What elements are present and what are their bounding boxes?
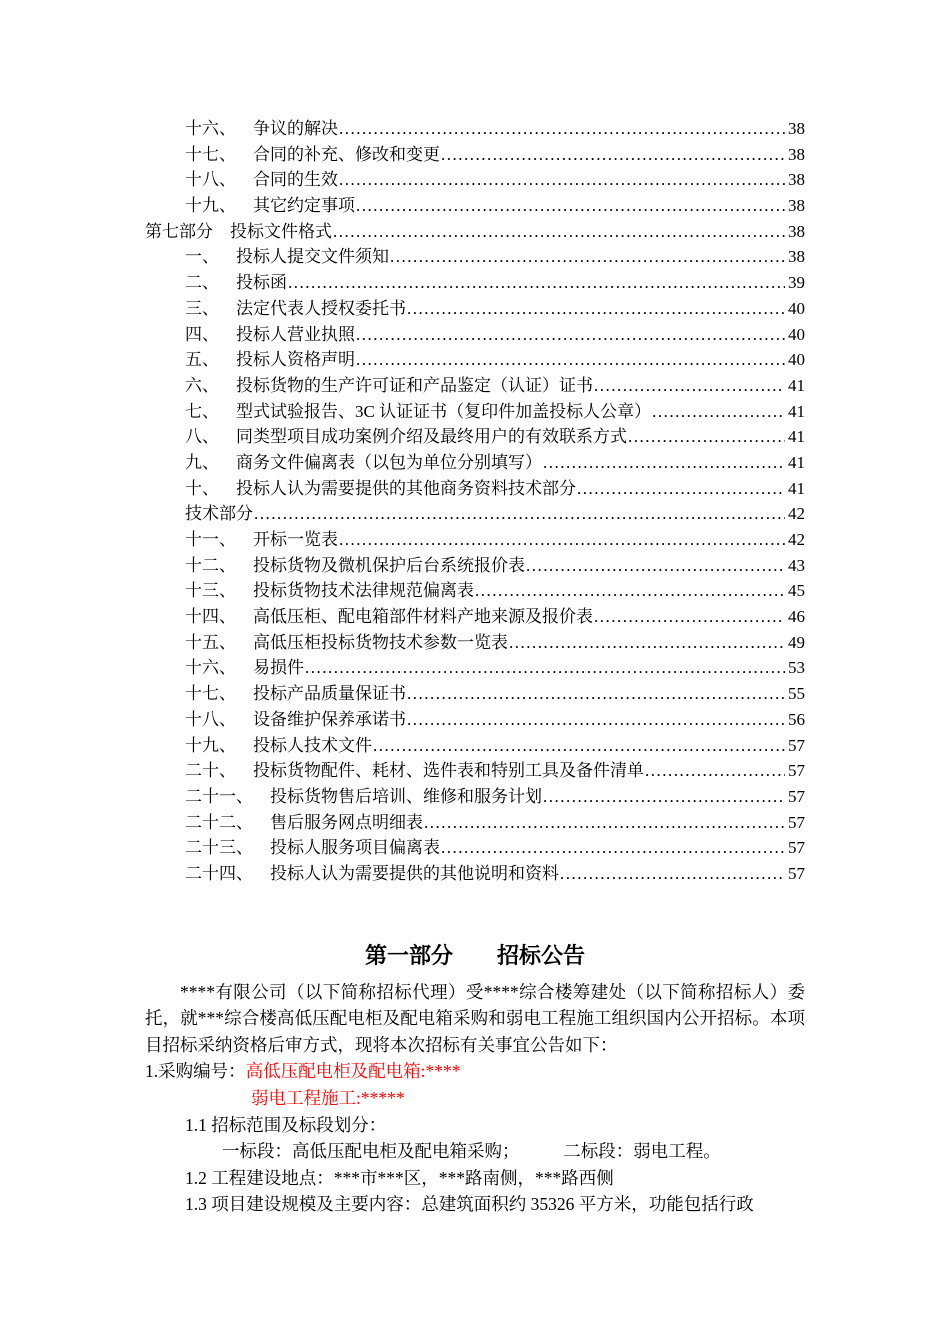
toc-entry-page-number: 40 xyxy=(788,350,805,370)
toc-entry-title: 投标函 xyxy=(236,273,287,293)
toc-entry-number: 十三、 xyxy=(185,581,236,601)
toc-entry-number: 七、 xyxy=(185,401,219,421)
toc-dot-leader xyxy=(543,784,785,810)
toc-entry-title: 合同的生效 xyxy=(253,170,338,190)
toc-entry-number: 十九、 xyxy=(185,196,236,216)
procurement-number-line xyxy=(145,1058,805,1085)
toc-entry[interactable] xyxy=(145,347,805,373)
toc-entry[interactable] xyxy=(145,578,805,604)
procurement-number-line-2 xyxy=(145,1085,805,1112)
toc-entry-title: 高低压柜、配电箱部件材料产地来源及报价表 xyxy=(253,607,593,627)
toc-entry-page-number: 57 xyxy=(788,761,805,781)
toc-entry-title: 易损件 xyxy=(253,658,304,678)
sections-line: 一标段：高低压配电柜及配电箱采购； 二标段：弱电工程。 xyxy=(222,1141,721,1162)
toc-entry-title: 投标人认为需要提供的其他商务资料技术部分 xyxy=(236,478,576,498)
announcement-body xyxy=(145,979,805,1218)
toc-entry[interactable] xyxy=(145,501,805,527)
toc-entry-number: 三、 xyxy=(185,298,219,318)
toc-dot-leader xyxy=(305,655,785,681)
toc-dot-leader xyxy=(645,758,785,784)
toc-entry[interactable] xyxy=(145,784,805,810)
toc-entry-number: 六、 xyxy=(185,375,219,395)
toc-entry-page-number: 45 xyxy=(788,581,805,601)
toc-entry-page-number: 57 xyxy=(788,812,805,832)
toc-entry-page-number: 41 xyxy=(788,427,805,447)
toc-entry-number: 二十一、 xyxy=(185,786,253,806)
toc-entry-page-number: 40 xyxy=(788,324,805,344)
toc-dot-leader xyxy=(373,733,785,759)
toc-entry[interactable] xyxy=(145,116,805,142)
toc-entry-page-number: 57 xyxy=(788,735,805,755)
toc-entry-page-number: 57 xyxy=(788,786,805,806)
toc-entry-page-number: 42 xyxy=(788,504,805,524)
location-line: 1.2 工程建设地点：***市***区，***路南侧，***路西侧 xyxy=(185,1167,614,1188)
toc-entry-title: 同类型项目成功案例介绍及最终用户的有效联系方式 xyxy=(236,427,627,447)
toc-entry-page-number: 57 xyxy=(788,863,805,883)
toc-entry-number: 二十四、 xyxy=(185,863,253,883)
toc-dot-leader xyxy=(441,835,785,861)
toc-entry-number: 十二、 xyxy=(185,555,236,575)
toc-entry-title: 商务文件偏离表（以包为单位分别填写） xyxy=(236,452,542,472)
toc-entry-number: 二十三、 xyxy=(185,838,253,858)
toc-entry-page-number: 38 xyxy=(788,196,805,216)
toc-dot-leader xyxy=(339,116,785,142)
toc-entry-title: 投标货物配件、耗材、选件表和特别工具及备件清单 xyxy=(253,761,644,781)
toc-entry[interactable] xyxy=(145,373,805,399)
toc-dot-leader xyxy=(509,630,785,656)
toc-dot-leader xyxy=(407,707,785,733)
toc-entry-number: 第七部分 xyxy=(145,221,213,241)
toc-entry-title: 投标人提交文件须知 xyxy=(236,247,389,267)
toc-entry-title: 投标人认为需要提供的其他说明和资料 xyxy=(270,863,559,883)
toc-entry-page-number: 57 xyxy=(788,838,805,858)
toc-entry[interactable] xyxy=(145,476,805,502)
toc-entry[interactable] xyxy=(145,450,805,476)
toc-entry[interactable] xyxy=(145,424,805,450)
toc-entry[interactable] xyxy=(145,861,805,887)
toc-entry-number: 十七、 xyxy=(185,144,236,164)
toc-entry-number: 四、 xyxy=(185,324,219,344)
toc-entry[interactable] xyxy=(145,142,805,168)
toc-dot-leader xyxy=(441,142,785,168)
toc-entry[interactable] xyxy=(145,810,805,836)
toc-dot-leader xyxy=(594,604,785,630)
toc-dot-leader xyxy=(288,270,785,296)
toc-dot-leader xyxy=(543,450,785,476)
toc-entry-page-number: 38 xyxy=(788,247,805,267)
toc-entry-page-number: 46 xyxy=(788,607,805,627)
toc-dot-leader xyxy=(339,167,785,193)
toc-dot-leader xyxy=(577,476,785,502)
toc-entry[interactable] xyxy=(145,270,805,296)
toc-entry-title: 合同的补充、修改和变更 xyxy=(253,144,440,164)
intro-paragraph: ****有限公司（以下简称招标代理）受****综合楼筹建处（以下简称招标人）委托，就***综合楼高低压配电柜及配电箱采购和弱电工程施工组织国内公开招标。本项目招标采纳资格后审方式，现将本次招标有关事宜公告如下： xyxy=(145,981,805,1055)
toc-entry[interactable] xyxy=(145,296,805,322)
toc-entry-number: 十五、 xyxy=(185,632,236,652)
toc-entry[interactable] xyxy=(145,527,805,553)
toc-entry-page-number: 55 xyxy=(788,684,805,704)
toc-entry-number: 五、 xyxy=(185,350,219,370)
toc-entry-title: 投标货物及微机保护后台系统报价表 xyxy=(253,555,525,575)
toc-entry-page-number: 56 xyxy=(788,709,805,729)
toc-entry-page-number: 40 xyxy=(788,298,805,318)
toc-entry[interactable] xyxy=(145,835,805,861)
toc-entry-title: 投标人资格声明 xyxy=(236,350,355,370)
toc-entry-number: 十六、 xyxy=(185,658,236,678)
toc-dot-leader xyxy=(333,219,785,245)
toc-entry-page-number: 41 xyxy=(788,375,805,395)
toc-entry[interactable] xyxy=(145,681,805,707)
toc-entry-number: 十八、 xyxy=(185,170,236,190)
toc-entry-number: 二十二、 xyxy=(185,812,253,832)
toc-entry-title: 投标货物技术法律规范偏离表 xyxy=(253,581,474,601)
toc-entry-title: 投标文件格式 xyxy=(230,221,332,241)
toc-entry-title: 投标人技术文件 xyxy=(253,735,372,755)
toc-entry-number: 十一、 xyxy=(185,530,236,549)
toc-entry-page-number: 38 xyxy=(788,221,805,241)
section-heading: 第一部分 招标公告 xyxy=(364,942,585,968)
toc-dot-leader xyxy=(407,296,785,322)
toc-entry-title: 开标一览表 xyxy=(253,530,338,549)
toc-entry[interactable] xyxy=(145,244,805,270)
toc-entry-title: 法定代表人授权委托书 xyxy=(236,298,406,318)
toc-entry-number: 十九、 xyxy=(185,735,236,755)
toc-dot-leader xyxy=(254,501,785,527)
toc-entry-number: 十七、 xyxy=(185,684,236,704)
toc-entry-page-number: 42 xyxy=(788,530,805,549)
toc-dot-leader xyxy=(652,399,785,425)
toc-dot-leader xyxy=(356,347,785,373)
toc-entry[interactable] xyxy=(145,733,805,759)
toc-dot-leader xyxy=(407,681,785,707)
toc-entry-number: 一、 xyxy=(185,247,219,267)
table-of-contents xyxy=(145,116,805,887)
toc-entry-number: 九、 xyxy=(185,452,219,472)
toc-dot-leader xyxy=(424,810,785,836)
toc-entry-number: 十八、 xyxy=(185,709,236,729)
toc-entry[interactable] xyxy=(145,604,805,630)
toc-entry-page-number: 39 xyxy=(788,273,805,293)
toc-dot-leader xyxy=(356,193,785,219)
toc-entry[interactable] xyxy=(145,167,805,193)
toc-entry[interactable] xyxy=(145,553,805,579)
toc-entry-title: 其它约定事项 xyxy=(253,196,355,216)
toc-entry[interactable] xyxy=(145,655,805,681)
toc-entry-title: 设备维护保养承诺书 xyxy=(253,709,406,729)
toc-entry-number: 八、 xyxy=(185,427,219,447)
toc-entry-title: 投标人营业执照 xyxy=(236,324,355,344)
scale-line: 1.3 项目建设规模及主要内容：总建筑面积约 35326 平方米，功能包括行政 xyxy=(185,1194,754,1215)
procurement-number-value-2: 弱电工程施工:***** xyxy=(251,1088,405,1108)
toc-entry-page-number: 38 xyxy=(788,119,805,138)
scope-line: 1.1 招标范围及标段划分： xyxy=(185,1114,387,1135)
toc-entry-title: 型式试验报告、3C 认证证书（复印件加盖投标人公章） xyxy=(236,401,652,421)
toc-entry-title: 高低压柜投标货物技术参数一览表 xyxy=(253,632,508,652)
toc-entry[interactable] xyxy=(145,758,805,784)
toc-entry-page-number: 38 xyxy=(788,170,805,190)
procurement-number-value-1: 高低压配电柜及配电箱:**** xyxy=(245,1061,461,1082)
toc-entry-title: 投标产品质量保证书 xyxy=(253,684,406,704)
toc-dot-leader xyxy=(356,322,785,348)
toc-dot-leader xyxy=(339,527,785,553)
procurement-number-label: 1.采购编号： xyxy=(145,1061,246,1082)
toc-entry[interactable] xyxy=(145,193,805,219)
toc-entry[interactable] xyxy=(145,219,805,245)
toc-entry[interactable] xyxy=(145,707,805,733)
toc-entry[interactable] xyxy=(145,322,805,348)
toc-entry-page-number: 41 xyxy=(788,401,805,421)
toc-entry-page-number: 38 xyxy=(788,144,805,164)
toc-entry-page-number: 53 xyxy=(788,658,805,678)
toc-dot-leader xyxy=(475,578,785,604)
toc-entry[interactable] xyxy=(145,630,805,656)
toc-entry-page-number: 41 xyxy=(788,478,805,498)
toc-dot-leader xyxy=(560,861,785,887)
toc-entry-number: 十四、 xyxy=(185,607,236,627)
toc-dot-leader xyxy=(594,373,785,399)
toc-entry-page-number: 49 xyxy=(788,632,805,652)
toc-entry-title: 争议的解决 xyxy=(253,119,338,138)
toc-entry-title: 投标货物的生产许可证和产品鉴定（认证）证书 xyxy=(236,375,593,395)
toc-entry-title: 投标货物售后培训、维修和服务计划 xyxy=(270,786,542,806)
toc-entry-number: 十、 xyxy=(185,478,219,498)
toc-entry-number: 二十、 xyxy=(185,761,236,781)
toc-dot-leader xyxy=(526,553,785,579)
toc-dot-leader xyxy=(628,424,785,450)
toc-dot-leader xyxy=(390,244,785,270)
toc-entry-page-number: 43 xyxy=(788,555,805,575)
toc-entry-title: 技术部分 xyxy=(185,504,253,524)
toc-entry[interactable] xyxy=(145,399,805,425)
toc-entry-number: 十六、 xyxy=(185,119,236,138)
toc-entry-number: 二、 xyxy=(185,273,219,293)
toc-entry-title: 售后服务网点明细表 xyxy=(270,812,423,832)
toc-entry-page-number: 41 xyxy=(788,452,805,472)
toc-entry-title: 投标人服务项目偏离表 xyxy=(270,838,440,858)
